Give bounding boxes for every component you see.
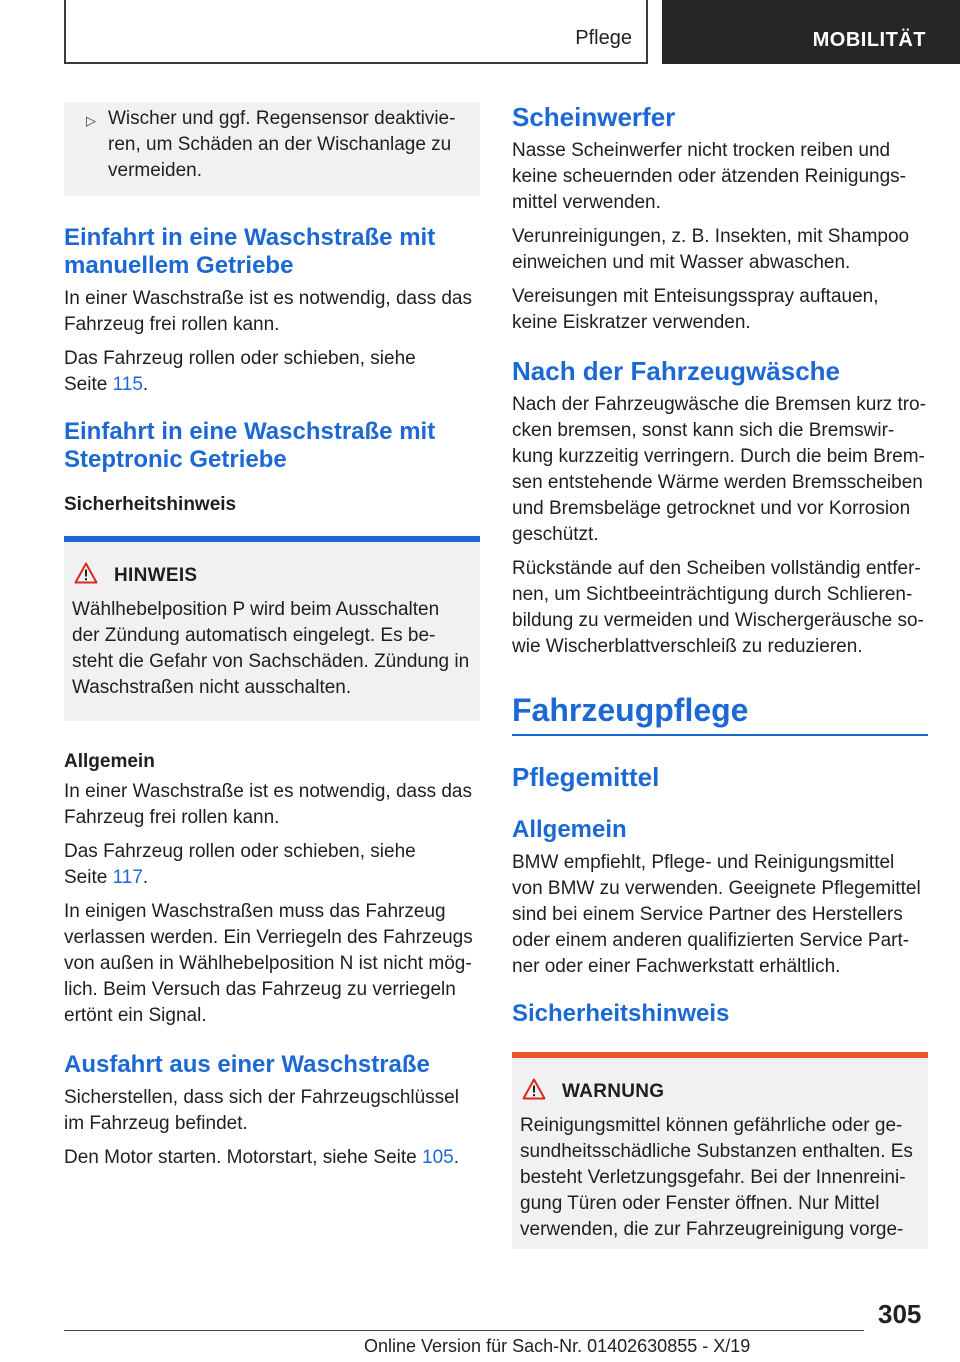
after-wash-heading: Nach der Fahrzeugwäsche <box>512 356 840 386</box>
general-paragraph-3: In einigen Waschstraßen muss das Fahrzeug verlassen werden. Ein Verriegeln des Fahrzeugs von außen in Wählhebelposition N ist nicht mög‐ lich. Beim Versuch das Fahrzeug zu verriegeln ertönt ein Signal. <box>64 901 473 1026</box>
headlights-paragraph-3: Vereisungen mit Enteisungsspray auftauen, keine Eiskratzer verwenden. <box>512 286 879 333</box>
general-subheading: Allgemein <box>64 751 155 772</box>
header-chapter-box <box>662 0 960 64</box>
exit-heading: Ausfahrt aus einer Waschstraße <box>64 1051 430 1078</box>
exit-paragraph-1: Sicherstellen, dass sich der Fahrzeugschlüssel im Fahrzeug befindet. <box>64 1087 459 1134</box>
general-paragraph-2: Das Fahrzeug rollen oder schieben, siehe Seite 117. <box>64 841 416 888</box>
header-chapter-title: MOBILITÄT <box>812 29 926 51</box>
box-text-line: ren, um Schäden an der Wischanlage zu <box>108 134 452 155</box>
headlights-paragraph-2: Verunreinigungen, z. B. Insekten, mit Shampoo einweichen und mit Wasser abwaschen. <box>512 226 910 273</box>
wiper-note-box <box>64 102 480 196</box>
care-products-heading: Pflegemittel <box>512 762 660 792</box>
page-number: 305 <box>878 1299 922 1329</box>
headlights-paragraph-1: Nasse Scheinwerfer nicht trocken reiben und keine scheuernden oder ätzenden Reinigungs‐ mittel verwenden. <box>512 140 906 213</box>
after-wash-paragraph-1: Nach der Fahrzeugwäsche die Bremsen kurz tro‐ cken bremsen, sonst kann sich die Bremswir‐ kung kurzzeitig verringern. Durch die beim Brem‐ sen entstehende Wärme werden Bremsscheiben und Bremsbeläge getrocknet und vor Korrosion geschützt. <box>512 394 926 545</box>
care-general-paragraph: BMW empfiehlt, Pflege- und Reinigungsmittel von BMW zu verwenden. Geeignete Pflegemittel sind bei einem Service Partner des Herstellers oder einem anderen qualifizierten Service Part‐ ner oder einer Fachwerkstatt erhältlich. <box>512 852 921 977</box>
general-paragraph-1: In einer Waschstraße ist es notwendig, dass das Fahrzeug frei rollen kann. <box>64 781 472 828</box>
warning-label: WARNUNG <box>562 1080 665 1102</box>
warning-triangle-icon <box>72 562 114 589</box>
page-link-115[interactable]: 115 <box>112 374 143 395</box>
wiper-note-item <box>86 106 458 184</box>
care-safety-heading: Sicherheitshinweis <box>512 1000 730 1027</box>
after-wash-paragraph-2: Rückstände auf den Scheiben vollständig entfer‐ nen, um Sichtbeeinträchtigung durch Schlieren‐ bildung zu vermeiden und Wischergeräusche so‐ wie Wischerblattverschleiß zu reduzieren. <box>512 558 924 657</box>
left-column <box>64 102 480 1179</box>
footer-divider <box>64 1330 864 1331</box>
box-text-line: vermeiden. <box>108 160 202 181</box>
safety-subheading: Sicherheitshinweis <box>64 494 237 515</box>
manual-paragraph-1: In einer Waschstraße ist es notwendig, dass das Fahrzeug frei rollen kann. <box>64 288 472 335</box>
manual-paragraph-2: Das Fahrzeug rollen oder schieben, siehe Seite 115. <box>64 348 416 395</box>
vehicle-care-title-rule <box>512 690 928 736</box>
triangle-bullet-icon: ▷ <box>86 113 96 128</box>
care-general-heading: Allgemein <box>512 816 627 843</box>
page-link-105[interactable]: 105 <box>422 1147 454 1168</box>
header-section-box <box>64 0 648 64</box>
box-text-line: Wischer und ggf. Regensensor deaktivie‐ <box>108 108 456 129</box>
notice-text: Wählhebelposition P wird beim Ausschalten der Zündung automatisch eingelegt. Es be‐ steht die Gefahr von Sachschäden. Zündung in Waschstraßen nicht ausschalten. <box>72 599 470 698</box>
warning-text: Reinigungsmittel können gefährliche oder ge‐ sundheitsschädliche Substanzen enthalten. Es besteht Verletzungsgefahr. Bei der Innenreini‐ gung Türen oder Fenster öffnen. Nur Mittel verwenden, die zur Fahrzeugreinigung vorge‐ <box>520 1115 913 1240</box>
header-section-title: Pflege <box>575 27 632 49</box>
manual-gearbox-heading: Einfahrt in eine Waschstraße mit manuellem Getriebe <box>64 224 436 279</box>
warning-box <box>512 1052 928 1249</box>
page-link-117[interactable]: 117 <box>112 867 143 888</box>
notice-label: HINWEIS <box>114 564 198 586</box>
exit-paragraph-2: Den Motor starten. Motorstart, siehe Seite 105. <box>64 1147 459 1168</box>
warning-triangle-icon <box>520 1078 562 1105</box>
steptronic-heading: Einfahrt in eine Waschstraße mit Steptronic Getriebe <box>64 418 436 473</box>
vehicle-care-title: Fahrzeugpflege <box>512 692 749 728</box>
headlights-heading: Scheinwerfer <box>512 102 676 132</box>
footer-online-version: Online Version für Sach-Nr. 01402630855 - X/19 <box>364 1336 751 1356</box>
right-column <box>512 102 928 1249</box>
notice-box <box>64 536 480 721</box>
